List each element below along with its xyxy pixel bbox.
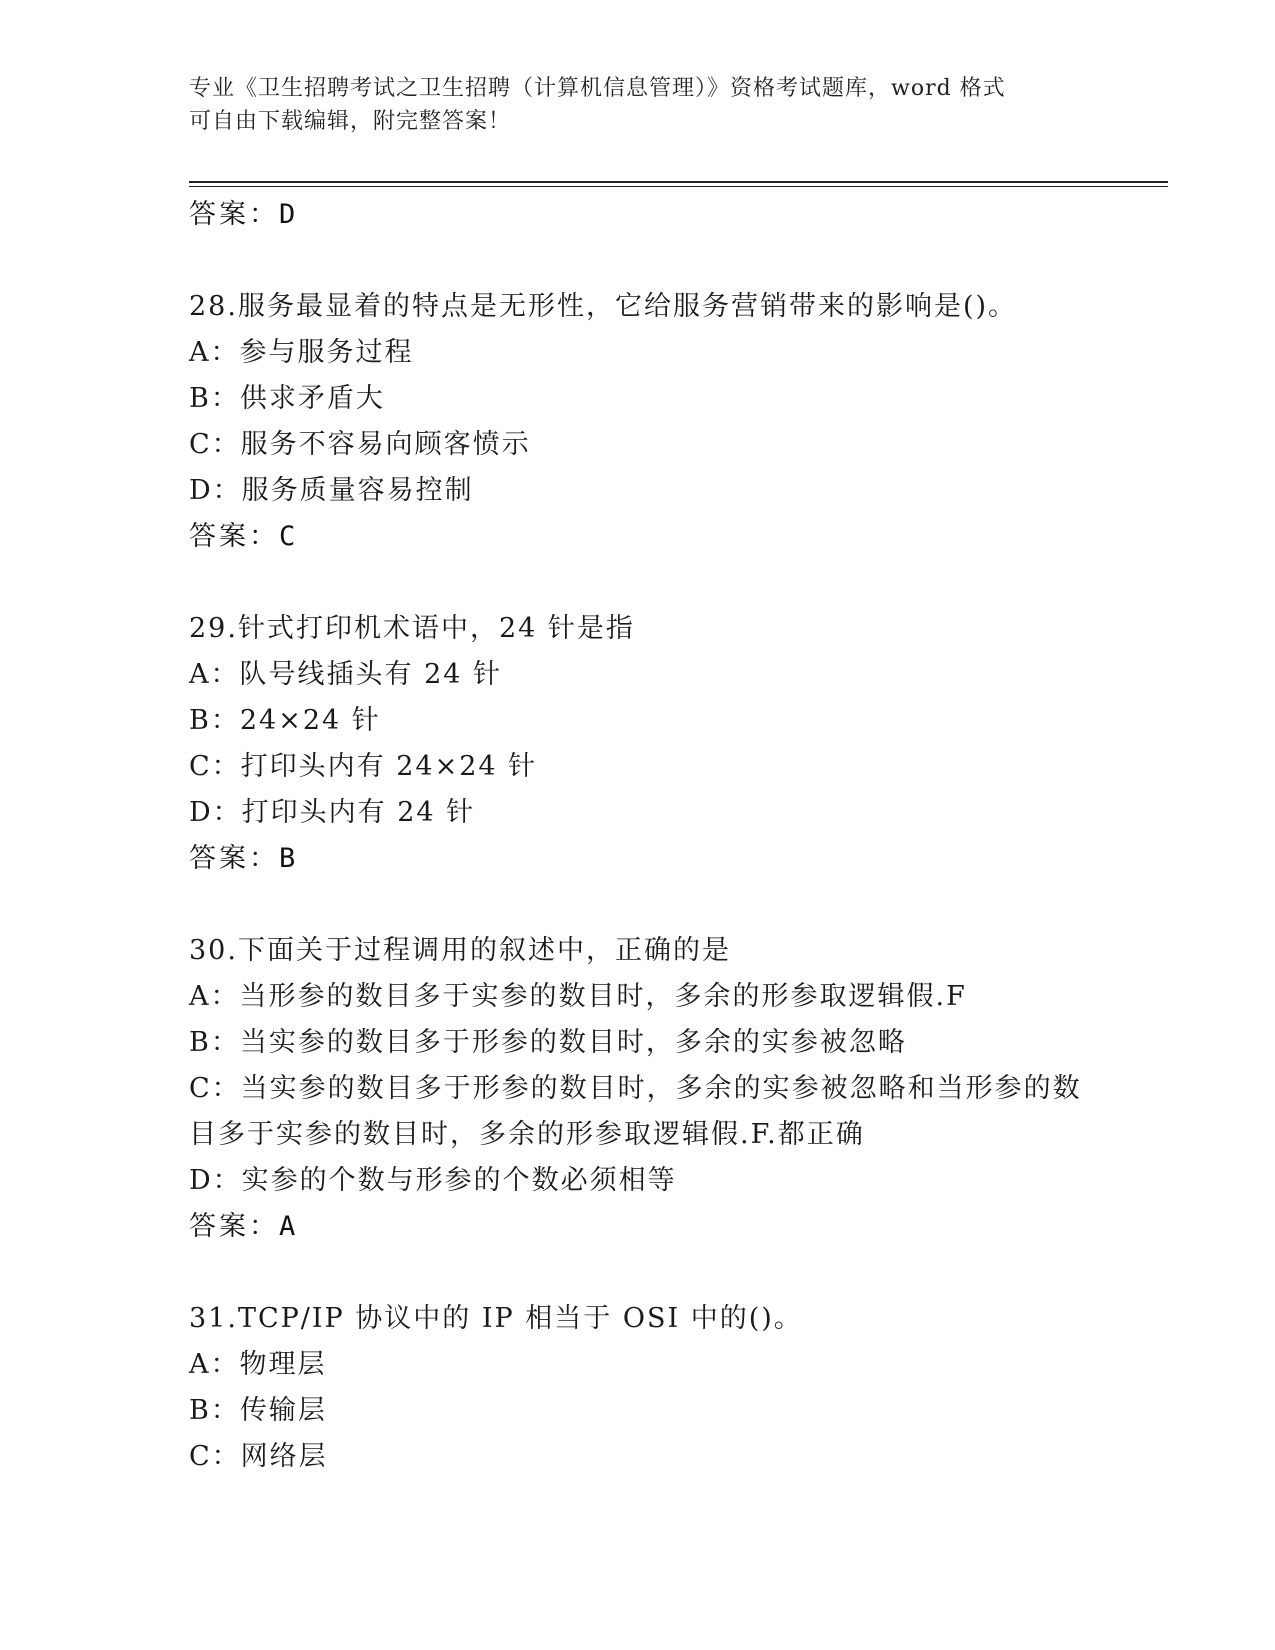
question-29 — [189, 606, 1139, 882]
option-c: C：打印头内有 24×24 针 — [189, 751, 538, 782]
option-a: A：物理层 — [189, 1349, 327, 1380]
header-line-1: 专业《卫生招聘考试之卫生招聘（计算机信息管理）》资格考试题库，word 格式 — [189, 76, 1006, 101]
answer-value: B — [279, 843, 297, 874]
question-stem: 30.下面关于过程调用的叙述中，正确的是 — [189, 935, 731, 966]
option-d: D：打印头内有 24 针 — [189, 797, 476, 828]
question-stem: 28.服务最显着的特点是无形性，它给服务营销带来的影响是()。 — [189, 291, 1018, 322]
answer-label: 答案： — [189, 843, 279, 874]
option-b: B：24×24 针 — [189, 705, 381, 736]
header-line-2: 可自由下载编辑，附完整答案！ — [189, 109, 512, 134]
option-b: B：供求矛盾大 — [189, 383, 385, 414]
document-body — [189, 192, 1139, 1480]
spacer — [189, 238, 1139, 284]
answer-value: C — [279, 521, 297, 552]
answer-line — [189, 1204, 1139, 1250]
question-30 — [189, 928, 1139, 1250]
answer-value: A — [279, 1211, 297, 1242]
question-28 — [189, 284, 1139, 560]
option-a: A：参与服务过程 — [189, 337, 414, 368]
option-c-continued: 目多于实参的数目时，多余的形参取逻辑假.F.都正确 — [189, 1119, 865, 1150]
answer-value: D — [279, 199, 297, 230]
document-header — [189, 72, 1089, 138]
option-a: A：队号线插头有 24 针 — [189, 659, 503, 690]
option-b: B：传输层 — [189, 1395, 327, 1426]
option-a: A：当形参的数目多于实参的数目时，多余的形参取逻辑假.F — [189, 981, 967, 1012]
answer-line — [189, 836, 1139, 882]
option-c: C：服务不容易向顾客愤示 — [189, 429, 531, 460]
question-stem: 29.针式打印机术语中，24 针是指 — [189, 613, 635, 644]
option-c: C：网络层 — [189, 1441, 328, 1472]
option-c: C：当实参的数目多于形参的数目时，多余的实参被忽略和当形参的数 — [189, 1073, 1082, 1104]
answer-label: 答案： — [189, 521, 279, 552]
option-b: B：当实参的数目多于形参的数目时，多余的实参被忽略 — [189, 1027, 907, 1058]
question-31 — [189, 1296, 1139, 1480]
header-rule-thin — [189, 186, 1168, 187]
option-d: D：实参的个数与形参的个数必须相等 — [189, 1165, 677, 1196]
answer-line — [189, 514, 1139, 560]
question-stem: 31.TCP/IP 协议中的 IP 相当于 OSI 中的()。 — [189, 1303, 803, 1334]
option-d: D：服务质量容易控制 — [189, 475, 474, 506]
spacer — [189, 882, 1139, 928]
header-rule-thick — [189, 181, 1168, 183]
spacer — [189, 1250, 1139, 1296]
answer-line — [189, 192, 1139, 238]
answer-label: 答案： — [189, 199, 279, 230]
answer-label: 答案： — [189, 1211, 279, 1242]
spacer — [189, 560, 1139, 606]
